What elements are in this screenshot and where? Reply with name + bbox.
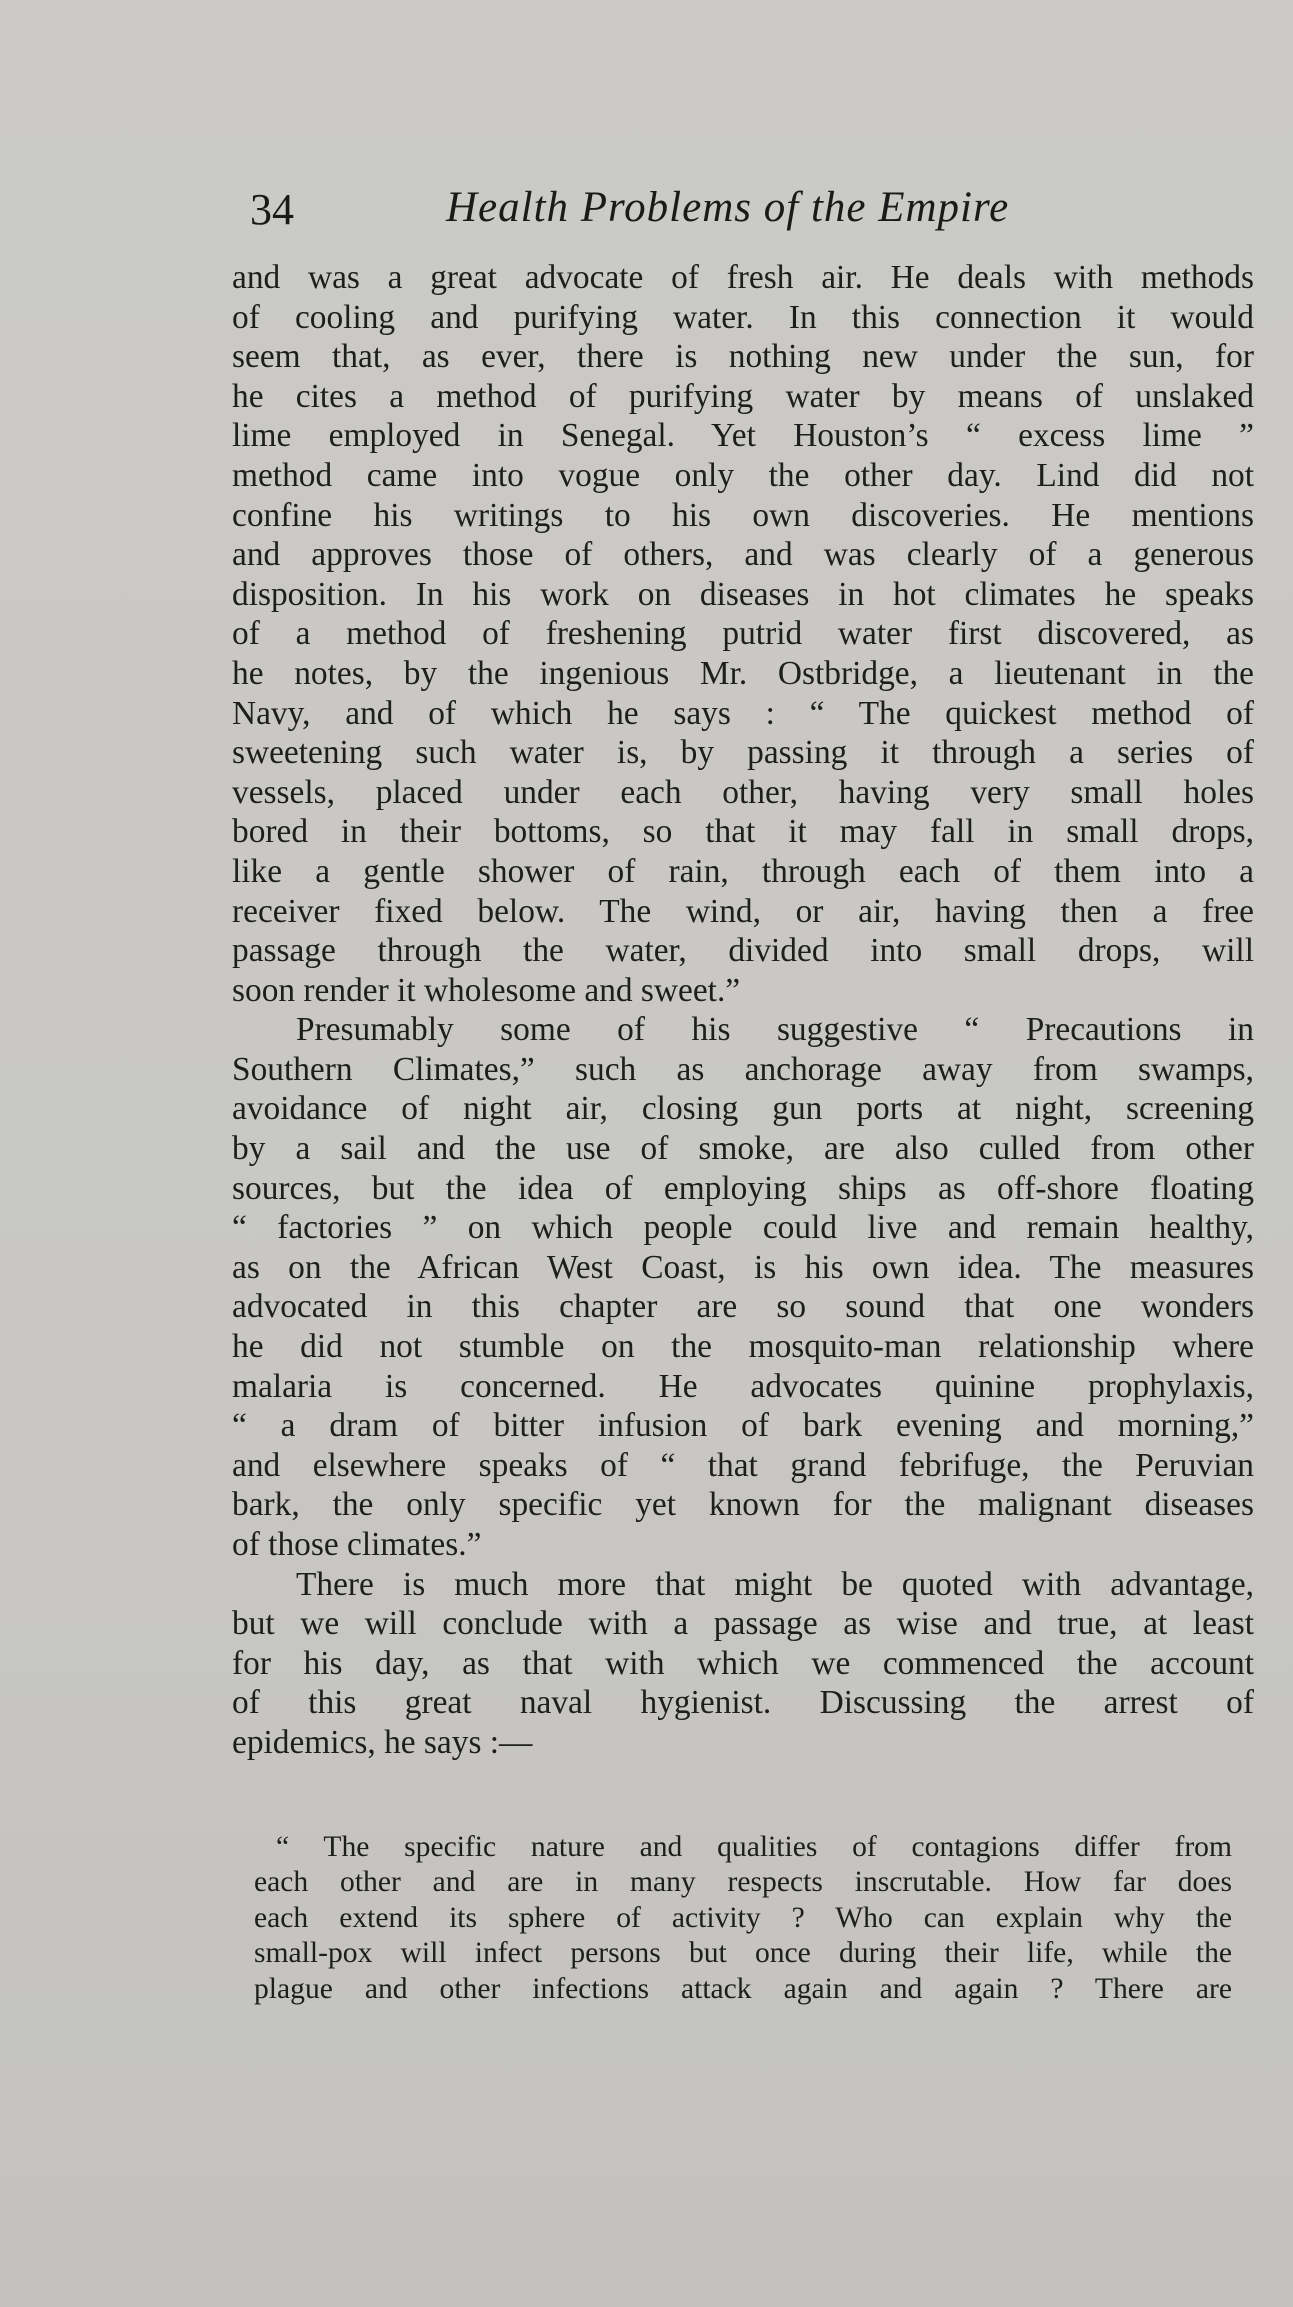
paragraph [232, 1565, 1254, 1763]
text-line: but we will conclude with a passage as wise and true, at least [232, 1605, 1254, 1643]
text-line: he did not stumble on the mosquito-man relationship where [232, 1328, 1254, 1366]
text-line: of cooling and purifying water. In this connection it would [232, 298, 1254, 336]
text-line: of those climates.” [232, 1526, 482, 1563]
text-line: malaria is concerned. He advocates quinine prophylaxis, [232, 1367, 1254, 1405]
text-line: Presumably some of his suggestive “ Precautions in [296, 1011, 1254, 1049]
quote-line: each extend its sphere of activity ? Who can explain why the [254, 1901, 1232, 1934]
text-line: and was a great advocate of fresh air. He deals with methods [232, 259, 1254, 296]
text-line: he cites a method of purifying water by means of unslaked [232, 377, 1254, 415]
quote-line: each other and are in many respects inscrutable. How far does [254, 1866, 1232, 1899]
text-line: passage through the water, divided into small drops, will [232, 932, 1254, 970]
text-line: and approves those of others, and was clearly of a generous [232, 536, 1254, 574]
quote-line: “ The specific nature and qualities of contagions differ from [276, 1831, 1232, 1863]
paragraph [232, 258, 1254, 1010]
running-head [250, 180, 1080, 240]
text-line: he notes, by the ingenious Mr. Ostbridge, a lieutenant in the [232, 654, 1254, 692]
text-line: bored in their bottoms, so that it may fall in small drops, [232, 813, 1254, 851]
text-line: method came into vogue only the other day. Lind did not [232, 456, 1254, 494]
text-line: There is much more that might be quoted with advantage, [296, 1565, 1254, 1603]
text-line: sweetening such water is, by passing it through a series of [232, 734, 1254, 772]
text-line: of a method of freshening putrid water first discovered, as [232, 615, 1254, 653]
text-line: of this great naval hygienist. Discussing the arrest of [232, 1684, 1254, 1722]
text-line: epidemics, he says :— [232, 1723, 533, 1761]
text-line: sources, but the idea of employing ships as off-shore floating [232, 1169, 1254, 1207]
text-line: vessels, placed under each other, having very small holes [232, 773, 1254, 811]
text-line: “ factories ” on which people could live and remain healthy, [232, 1209, 1254, 1247]
paragraph [232, 1010, 1254, 1564]
text-line: disposition. In his work on diseases in hot climates he speaks [232, 575, 1254, 613]
quote-line: small-pox will infect persons but once during their life, while the [254, 1937, 1232, 1970]
text-line: avoidance of night air, closing gun ports at night, screening [232, 1090, 1254, 1128]
text-line: “ a dram of bitter infusion of bark evening and morning,” [232, 1407, 1254, 1445]
text-line: like a gentle shower of rain, through each of them into a [232, 852, 1254, 890]
text-line: soon render it wholesome and sweet.” [232, 971, 741, 1009]
book-title: Health Problems of the Empire [446, 184, 1010, 231]
text-line: Navy, and of which he says : “ The quickest method of [232, 694, 1254, 732]
text-line: and elsewhere speaks of “ that grand febrifuge, the Peruvian [232, 1446, 1254, 1484]
text-line: for his day, as that with which we commenced the account [232, 1644, 1254, 1682]
text-line: advocated in this chapter are so sound that one wonders [232, 1288, 1254, 1326]
text-line: bark, the only specific yet known for the malignant diseases [232, 1486, 1254, 1524]
text-line: Southern Climates,” such as anchorage away from swamps, [232, 1050, 1254, 1088]
text-line: receiver fixed below. The wind, or air, having then a free [232, 892, 1254, 930]
text-line: as on the African West Coast, is his own idea. The measures [232, 1248, 1254, 1286]
body-text [232, 258, 1254, 1763]
text-line: by a sail and the use of smoke, are also culled from other [232, 1130, 1254, 1168]
block-quote [254, 1830, 1232, 2007]
text-line: seem that, as ever, there is nothing new under the sun, for [232, 338, 1254, 376]
text-line: confine his writings to his own discoveries. He mentions [232, 496, 1254, 534]
page-number: 34 [250, 185, 294, 234]
text-line: lime employed in Senegal. Yet Houston’s “ excess lime ” [232, 417, 1254, 455]
quote-line: plague and other infections attack again and again ? There are [254, 1972, 1232, 2005]
